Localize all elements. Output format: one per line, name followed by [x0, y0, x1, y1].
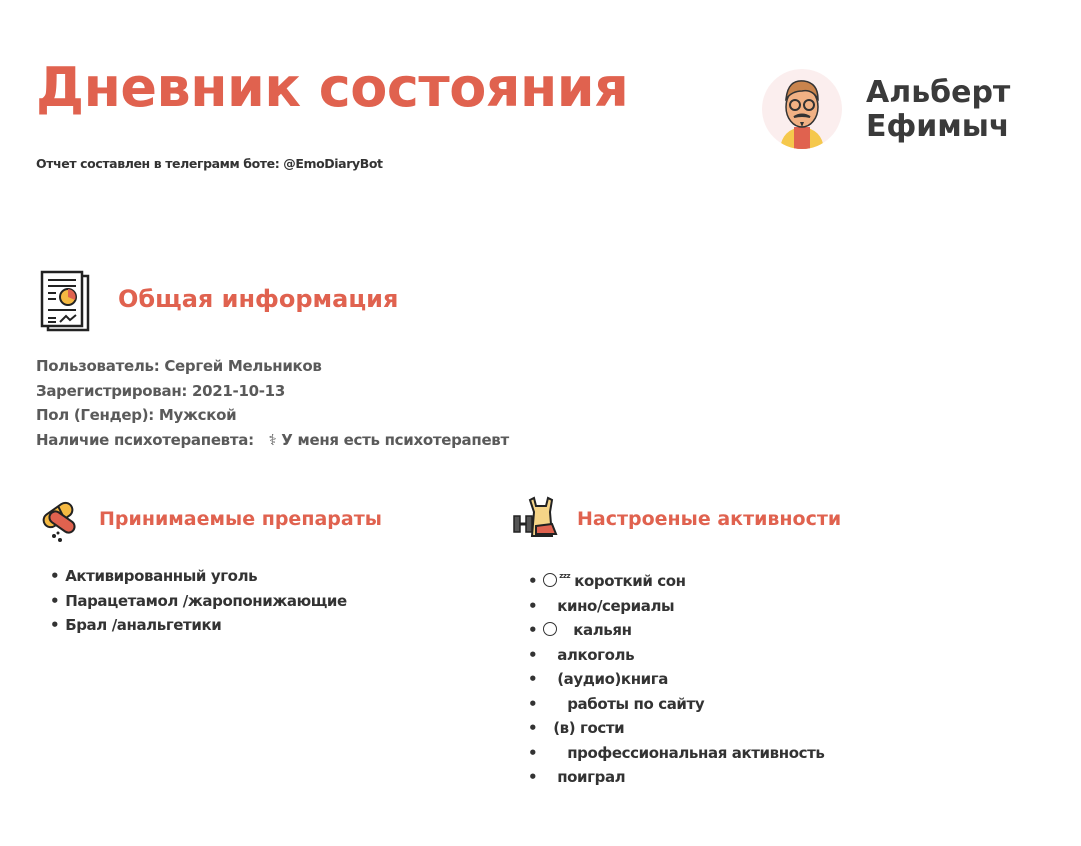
medications-list — [50, 564, 347, 638]
list-item — [528, 716, 824, 741]
list-item — [528, 667, 824, 692]
activity-label: профессиональная активность — [567, 743, 825, 762]
list-item — [528, 741, 824, 766]
author-last-name: Ефимыч — [866, 109, 1010, 144]
pills-icon — [38, 498, 78, 548]
activity-label: работы по сайту — [567, 694, 705, 713]
activity-label: кино/сериалы — [557, 596, 675, 615]
section-title-activities: Настроеные активности — [577, 508, 842, 530]
activity-label: поиграл — [557, 768, 626, 786]
report-source: Отчет составлен в телеграмм боте: @EmoDiaryBot — [36, 156, 383, 171]
list-item — [528, 564, 824, 594]
list-item — [528, 594, 824, 619]
author-first-name: Альберт — [866, 75, 1011, 110]
activity-label: алкоголь — [557, 645, 635, 664]
list-item — [528, 618, 824, 643]
activity-label: (в) гости — [553, 719, 625, 737]
list-item — [528, 643, 824, 668]
author-name — [866, 76, 1010, 144]
list-item: • Парацетамол /жаропонижающие — [50, 589, 347, 614]
activity-label: (аудио)книга — [557, 670, 668, 688]
info-therapist: Наличие психотерапевта: ⚕ У меня есть психотерапевт — [36, 430, 509, 449]
sleeping-face-icon — [543, 573, 557, 587]
activity-label: кальян — [573, 621, 632, 639]
list-item: • Брал /анальгетики — [50, 613, 347, 638]
zzz-label: zzz — [559, 572, 571, 580]
activities-list — [528, 564, 824, 790]
info-user: Пользователь: Сергей Мельников — [36, 357, 322, 375]
avatar — [762, 69, 842, 149]
section-title-general: Общая информация — [118, 285, 399, 313]
report-document-icon — [40, 270, 92, 336]
info-registered: Зарегистрирован: 2021-10-13 — [36, 381, 285, 400]
activities-fitness-icon — [512, 496, 558, 544]
list-item — [528, 765, 824, 790]
smiley-icon — [543, 622, 557, 636]
section-title-medications: Принимаемые препараты — [99, 508, 382, 530]
list-item — [528, 692, 824, 717]
page-title: Дневник состояния — [36, 56, 629, 119]
list-item: • Активированный уголь — [50, 564, 347, 589]
activity-label: короткий сон — [574, 572, 686, 590]
info-gender: Пол (Гендер): Мужской — [36, 406, 237, 424]
general-info — [36, 354, 509, 452]
